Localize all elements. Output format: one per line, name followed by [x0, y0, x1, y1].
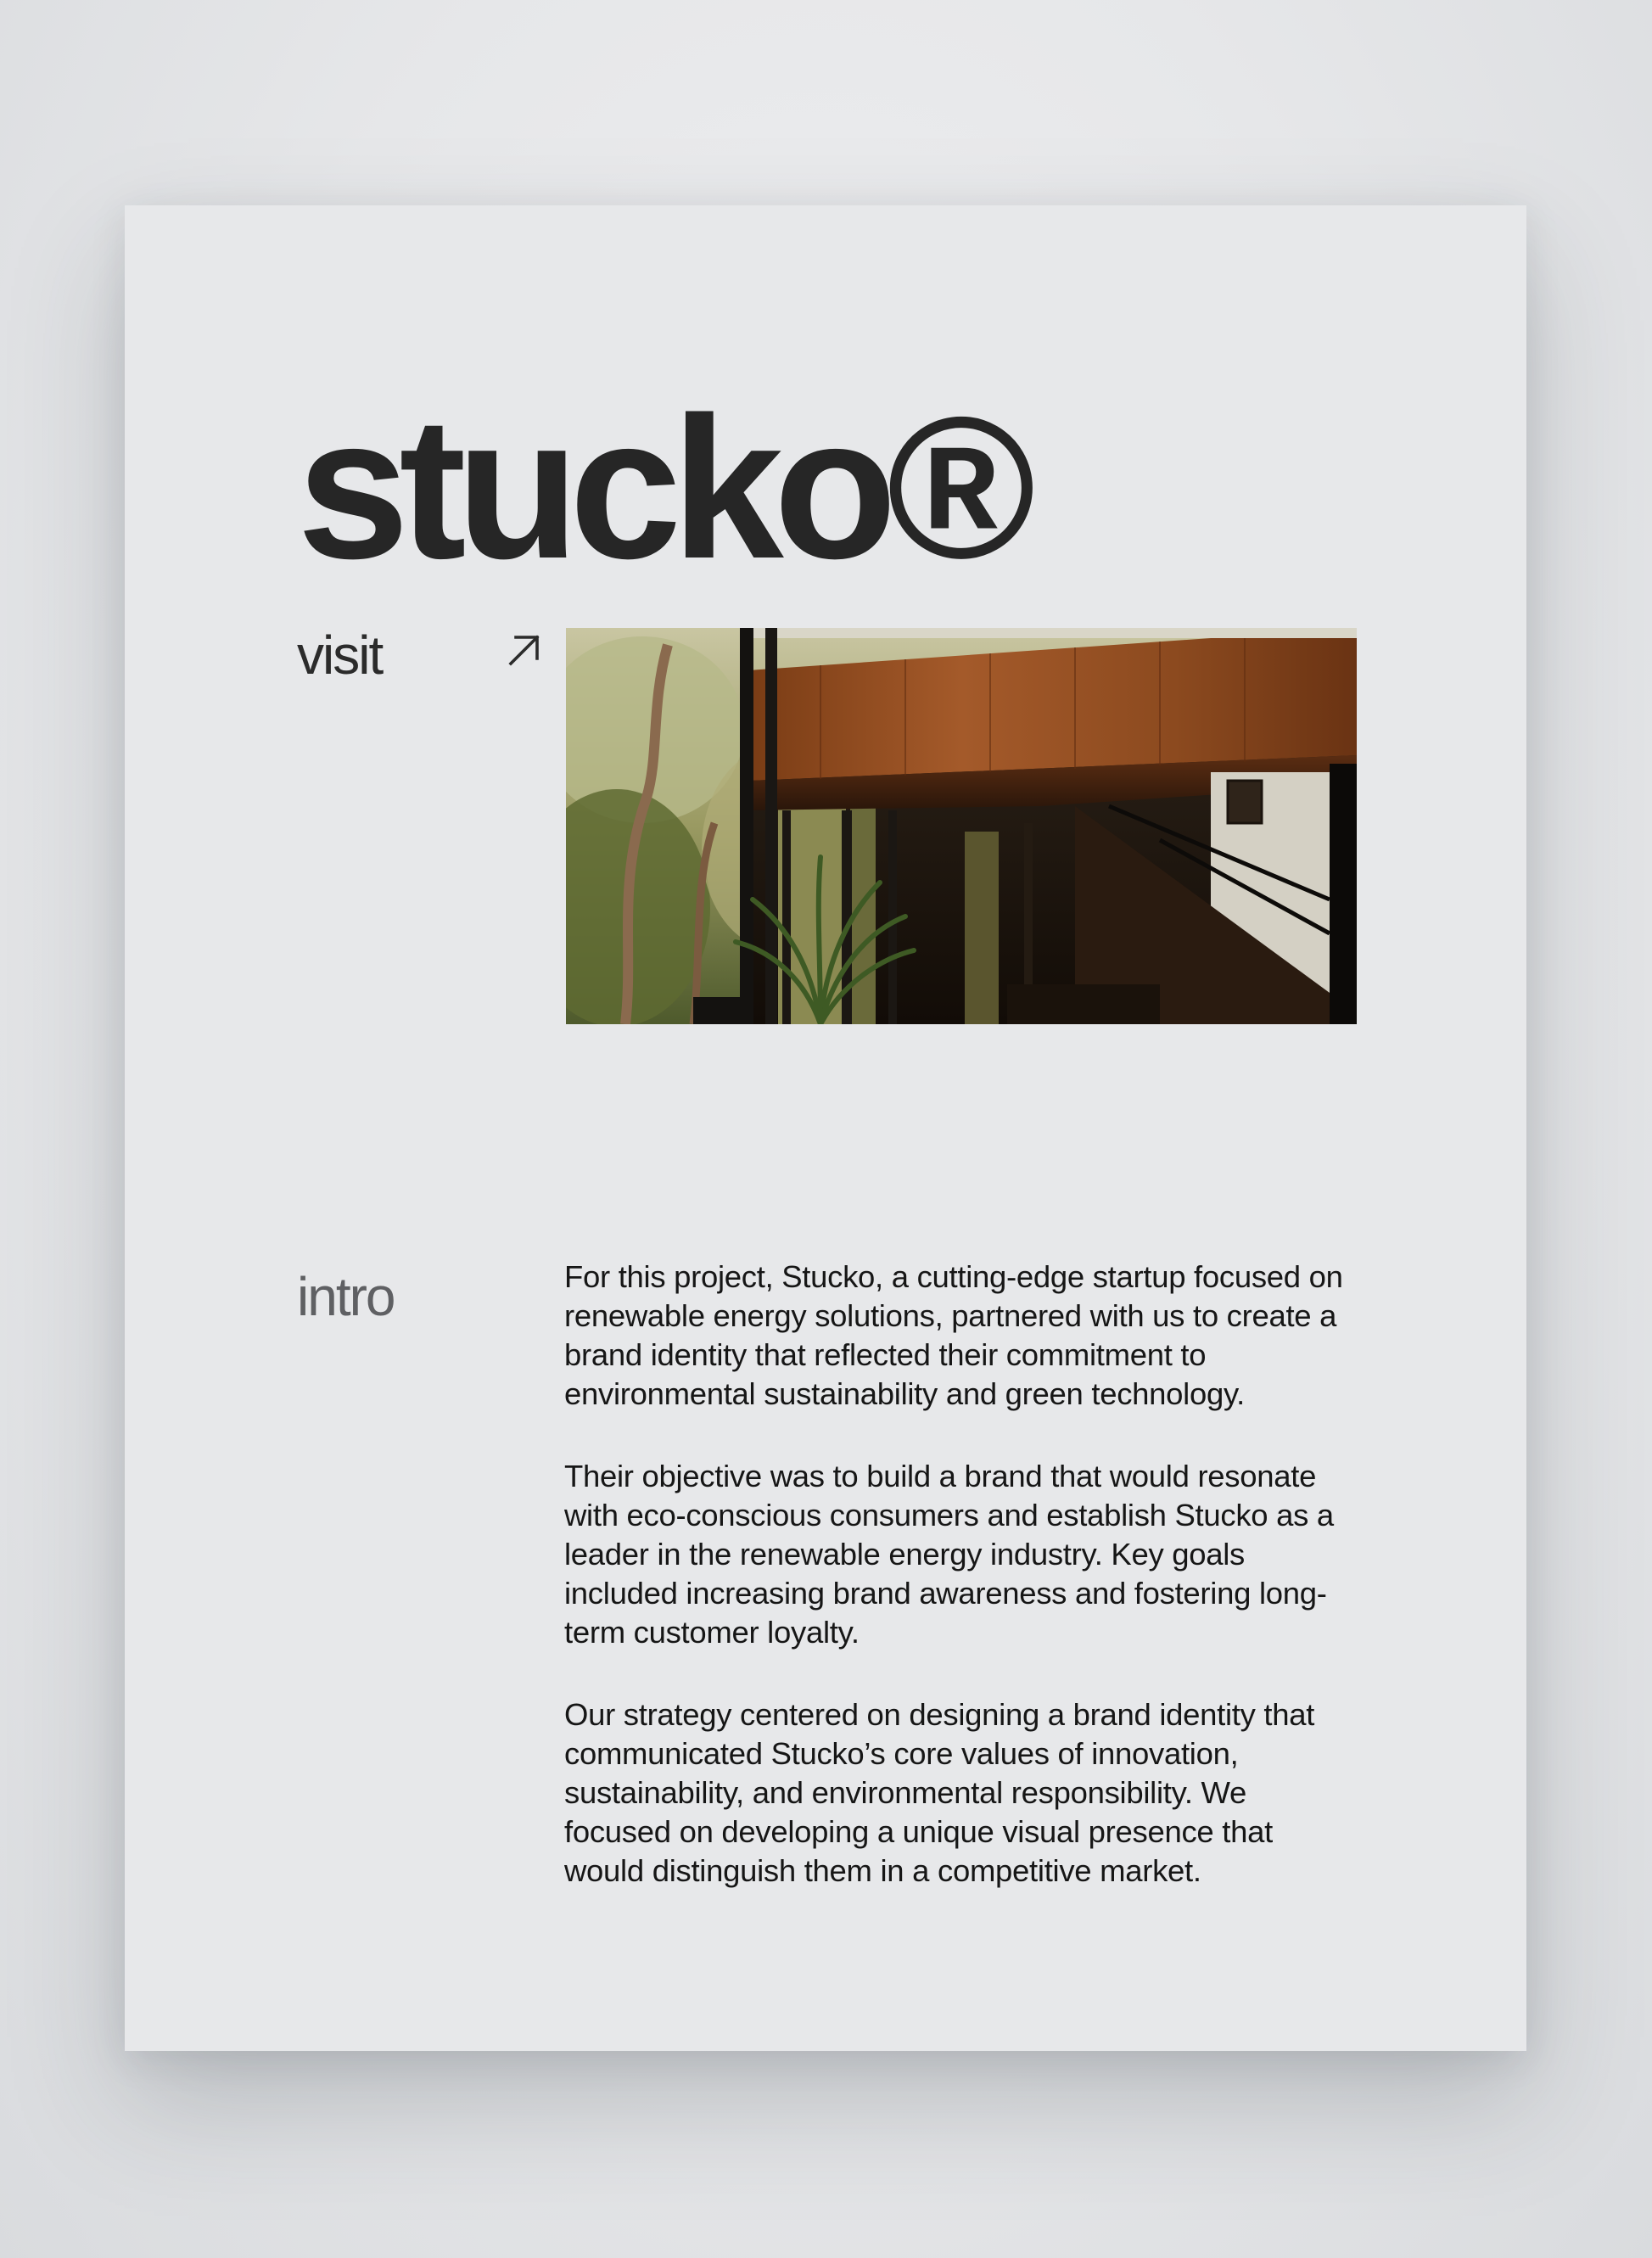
intro-paragraph: Our strategy centered on designing a brand identity that communicated Stucko’s core values of innovation, sustainability, and environmental responsibility. We focused on developing a unique visual presence that would distinguish them in a competitive market. — [564, 1697, 1315, 1888]
intro-body — [564, 1258, 1353, 1934]
intro-paragraph: Their objective was to build a brand that would resonate with eco-conscious consumers and establish Stucko as a leader in the renewable energy industry. Key goals included increasing brand awareness and fostering long-term customer loyalty. — [564, 1459, 1334, 1650]
hero-image — [566, 628, 1357, 1024]
arrow-up-right-icon — [506, 631, 543, 669]
hero-image-illustration — [566, 628, 1357, 1024]
project-card — [125, 205, 1526, 2051]
brand-wordmark: stucko® — [297, 376, 1026, 601]
intro-label: intro — [297, 1266, 395, 1327]
visit-label: visit — [297, 625, 383, 686]
intro-paragraph: For this project, Stucko, a cutting-edge startup focused on renewable energy solutions, partnered with us to create a brand identity that reflected their commitment to environmental sustainability and green technology. — [564, 1259, 1343, 1411]
visit-link[interactable] — [297, 625, 552, 696]
